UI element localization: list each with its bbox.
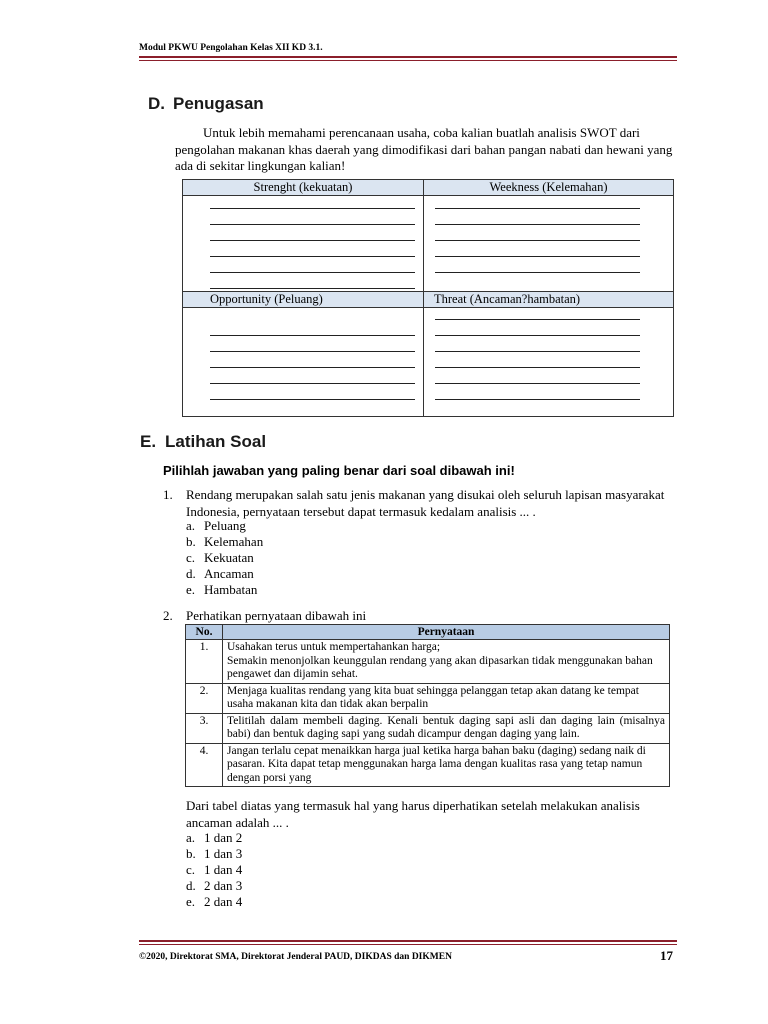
q2-number: 2. — [163, 608, 173, 623]
q2-text: Perhatikan pernyataan dibawah ini — [186, 608, 367, 623]
swot-threat-header: Threat (Ancaman?hambatan) — [424, 292, 673, 307]
q2-option[interactable]: c. 1 dan 4 — [186, 862, 243, 877]
q1-option[interactable]: d. Ancaman — [186, 566, 254, 581]
q2-option[interactable]: d. 2 dan 3 — [186, 878, 243, 893]
q2-option[interactable]: b. 1 dan 3 — [186, 846, 243, 861]
statement-table — [185, 624, 670, 787]
section-e-heading — [140, 432, 266, 452]
section-e-instruction: Pilihlah jawaban yang paling benar dari soal dibawah ini! — [163, 463, 515, 478]
table-header-no: No. — [186, 625, 223, 640]
page-number: 17 — [660, 948, 673, 963]
section-e-title: Latihan Soal — [165, 432, 267, 451]
footer-rule-top — [139, 940, 677, 942]
q2-options — [186, 830, 242, 910]
section-d-title: Penugasan — [173, 94, 264, 113]
q1-text: Rendang merupakan salah satu jenis makanan yang disukai oleh seluruh lapisan masyarakat Indonesia, pernyataan tersebut dapat termasuk kedalam analisis ... . — [186, 487, 665, 519]
header-rule-top — [139, 56, 677, 58]
q2-followup: Dari tabel diatas yang termasuk hal yang harus diperhatikan setelah melakukan analisis ancaman adalah ... . — [186, 798, 640, 830]
q1-number: 1. — [163, 487, 173, 502]
swot-threat-lines — [435, 319, 640, 415]
swot-strength-header: Strenght (kekuatan) — [183, 180, 423, 195]
swot-table — [182, 179, 674, 417]
table-row: 1. Usahakan terus untuk mempertahankan harga; Semakin menonjolkan keunggulan rendang yang akan dipasarkan tidak menggunakan bahan pengawet dan dijamin sehat. — [186, 640, 670, 684]
footer-copyright: ©2020, Direktorat SMA, Direktorat Jenderal PAUD, DIKDAS dan DIKMEN — [139, 952, 452, 962]
q1-option[interactable]: b. Kelemahan — [186, 534, 264, 549]
swot-opportunity-header: Opportunity (Peluang) — [183, 292, 423, 307]
q2-option[interactable]: a. 1 dan 2 — [186, 830, 243, 845]
q1-option[interactable]: c. Kekuatan — [186, 550, 254, 565]
swot-strength-lines — [210, 208, 415, 304]
table-row: 4. Jangan terlalu cepat menaikkan harga jual ketika harga bahan baku (daging) sedang naik di pasaran. Kita dapat tetap menggunakan harga lama dengan kualitas rasa yang tetap namun dengan porsi yang — [186, 743, 670, 787]
q1-options — [186, 518, 263, 598]
section-d-paragraph: Untuk lebih memahami perencanaan usaha, coba kalian buatlah analisis SWOT dari pengolahan makanan khas daerah yang dimodifikasi dari bahan pangan nabati dan hewani yang ada di sekitar lingkungan kalian! — [175, 125, 673, 173]
table-row: 3. Telitilah dalam membeli daging. Kenali bentuk daging sapi asli dan daging lain (misalnya babi) dan bentuk daging sapi yang sudah dicampur dengan daging yang lain. — [186, 713, 670, 743]
table-header-statement: Pernyataan — [223, 625, 670, 640]
header-title: Modul PKWU Pengolahan Kelas XII KD 3.1. — [139, 43, 323, 53]
swot-weakness-lines — [435, 208, 640, 288]
q2-option[interactable]: e. 2 dan 4 — [186, 894, 243, 909]
table-row: 2. Menjaga kualitas rendang yang kita buat sehingga pelanggan tetap akan datang ke tempat usaha makanan kita dan tidak akan berpalin — [186, 683, 670, 713]
swot-opportunity-lines — [210, 335, 415, 415]
swot-weakness-header: Weekness (Kelemahan) — [424, 180, 673, 195]
section-d-letter: D. — [148, 94, 165, 113]
footer-rule-bottom — [139, 944, 677, 945]
q1-option[interactable]: a. Peluang — [186, 518, 246, 533]
section-e-letter: E. — [140, 432, 157, 451]
section-d-heading — [148, 94, 264, 114]
q1-option[interactable]: e. Hambatan — [186, 582, 258, 597]
header-rule-bottom — [139, 60, 677, 61]
